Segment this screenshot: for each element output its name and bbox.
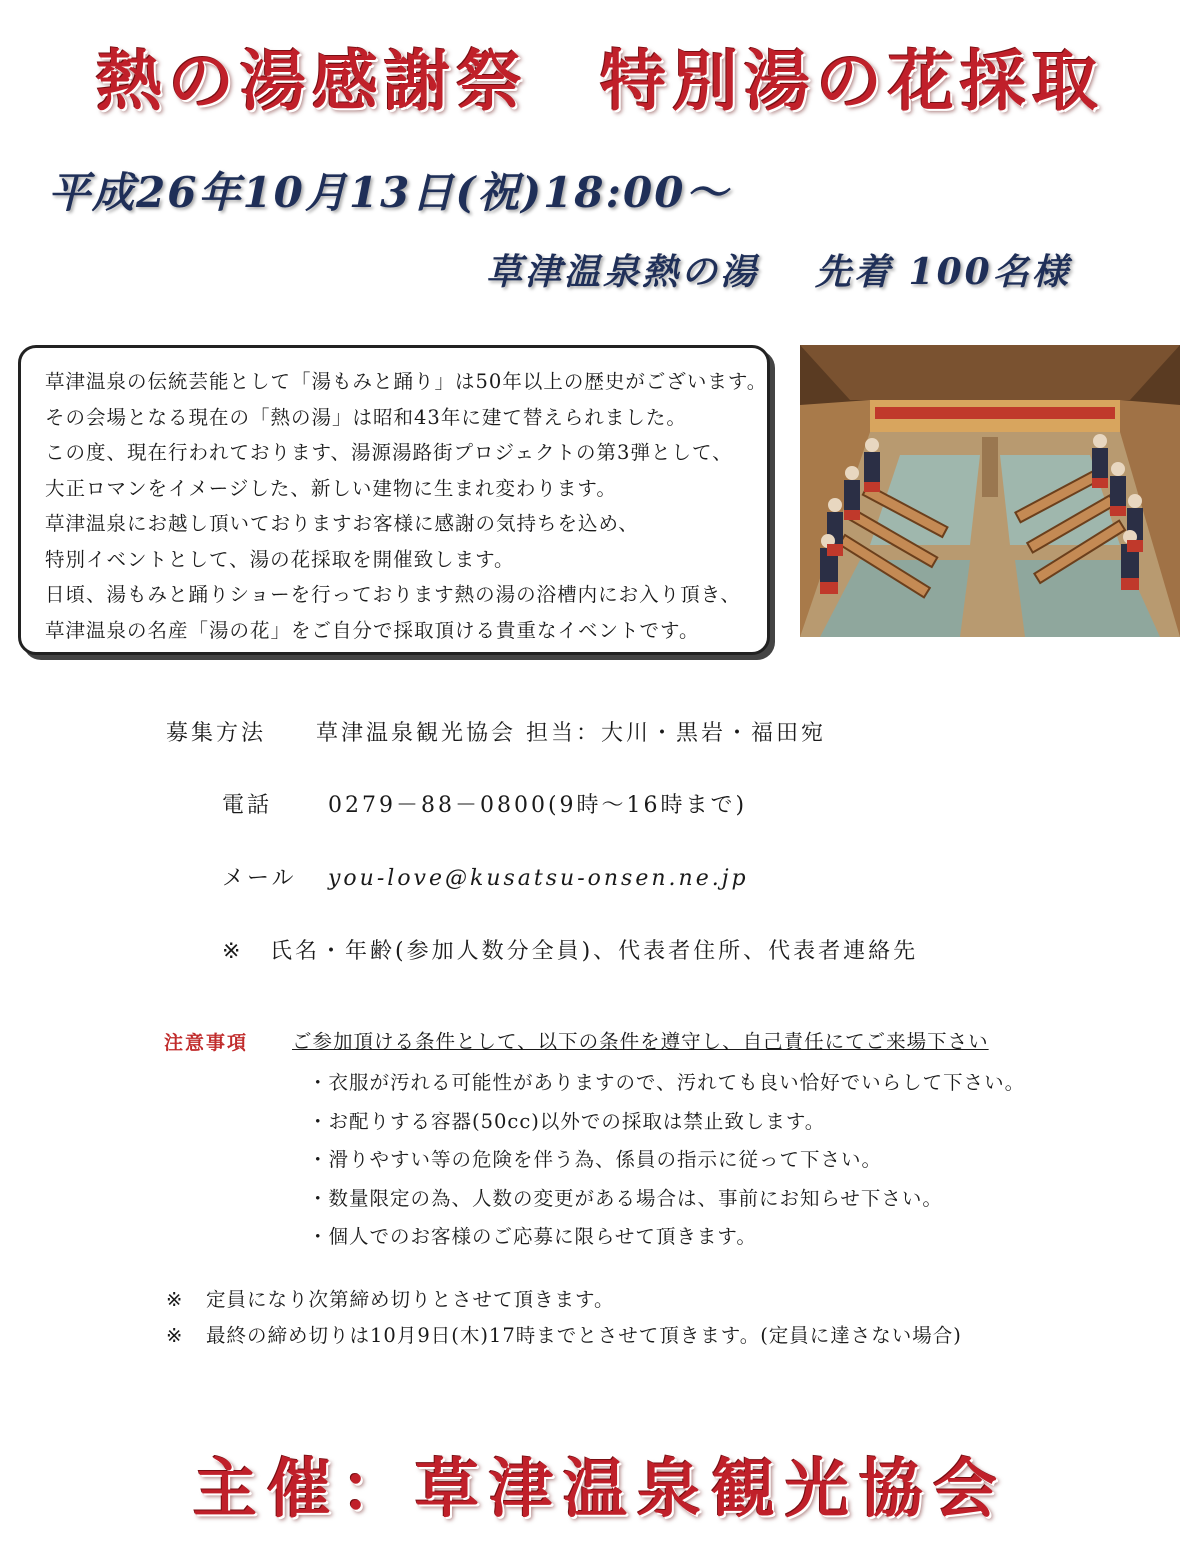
note-item: ・個人でのお客様のご応募に限らせて頂きます。	[308, 1225, 757, 1248]
notes-heading: 注意事項	[164, 1032, 249, 1054]
intro-line: 特別イベントとして、湯の花採取を開催致します。	[45, 547, 515, 571]
footnote-mark: ※	[166, 1288, 184, 1311]
organizer: 主催：草津温泉観光協会	[193, 1452, 1007, 1527]
phone-value: 0279－88－0800(9時～16時まで)	[328, 793, 748, 818]
footnote-mark: ※	[166, 1324, 184, 1347]
phone-row	[222, 788, 747, 819]
notes-lead: ご参加頂ける条件として、以下の条件を遵守し、自己責任にてご来場下さい	[292, 1030, 989, 1053]
venue-name: 草津温泉熱の湯	[486, 251, 760, 293]
required-info-row	[222, 934, 918, 965]
intro-line: 草津温泉の名産「湯の花」をご自分で採取頂ける貴重なイベントです。	[45, 618, 700, 642]
yumomi-photo-illustration	[800, 345, 1180, 637]
footnote-1	[166, 1284, 614, 1312]
mail-row	[222, 861, 749, 892]
intro-line: 日頃、湯もみと踊りショーを行っております熱の湯の浴槽内にお入り頂き、	[45, 583, 741, 606]
footnote-text: 最終の締め切りは10月9日(木)17時までとさせて頂きます。(定員に達さない場合)	[206, 1324, 962, 1347]
note-item: ・数量限定の為、人数の変更がある場合は、事前にお知らせ下さい。	[308, 1186, 943, 1210]
event-date: 平成26年10月13日(祝)18:00～	[48, 168, 730, 217]
intro-line: その会場となる現在の「熱の湯」は昭和43年に建て替えられました。	[45, 405, 687, 429]
intro-line: この度、現在行われております、湯源湯路街プロジェクトの第3弾として、	[45, 441, 733, 464]
intro-line: 草津温泉にお越し頂いておりますお客様に感謝の気持ちを込め、	[45, 512, 639, 535]
mail-label: メール	[222, 866, 297, 891]
note-item: ・お配りする容器(50cc)以外での採取は禁止致します。	[308, 1109, 826, 1133]
application-method-label: 募集方法	[166, 721, 267, 746]
note-item: ・衣服が汚れる可能性がありますので、汚れても良い恰好でいらして下さい。	[308, 1071, 1026, 1094]
intro-line: 大正ロマンをイメージした、新しい建物に生まれ変わります。	[45, 476, 617, 500]
intro-box	[18, 345, 770, 655]
event-venue-line	[486, 244, 1071, 295]
notes-list	[308, 1064, 1025, 1257]
footnote-text: 定員になり次第締め切りとさせて頂きます。	[206, 1288, 615, 1311]
note-item: ・滑りやすい等の危険を伴う為、係員の指示に従って下さい。	[308, 1148, 883, 1171]
page-title: 熱の湯感謝祭 特別湯の花採取	[96, 42, 1104, 120]
phone-label: 電話	[222, 793, 273, 818]
footnote-2	[166, 1320, 962, 1348]
required-mark: ※	[222, 939, 244, 964]
yumomi-photo	[800, 345, 1180, 637]
application-method-row	[166, 716, 826, 747]
capacity-text: 先着 100名様	[815, 251, 1071, 293]
mail-value: you-love@kusatsu-onsen.ne.jp	[328, 866, 749, 891]
application-method-value: 草津温泉観光協会 担当：大川・黒岩・福田宛	[316, 721, 826, 746]
required-info-value: 氏名・年齢(参加人数分全員)、代表者住所、代表者連絡先	[270, 939, 919, 964]
intro-line: 草津温泉の伝統芸能として「湯もみと踊り」は50年以上の歴史がございます。	[45, 370, 768, 393]
